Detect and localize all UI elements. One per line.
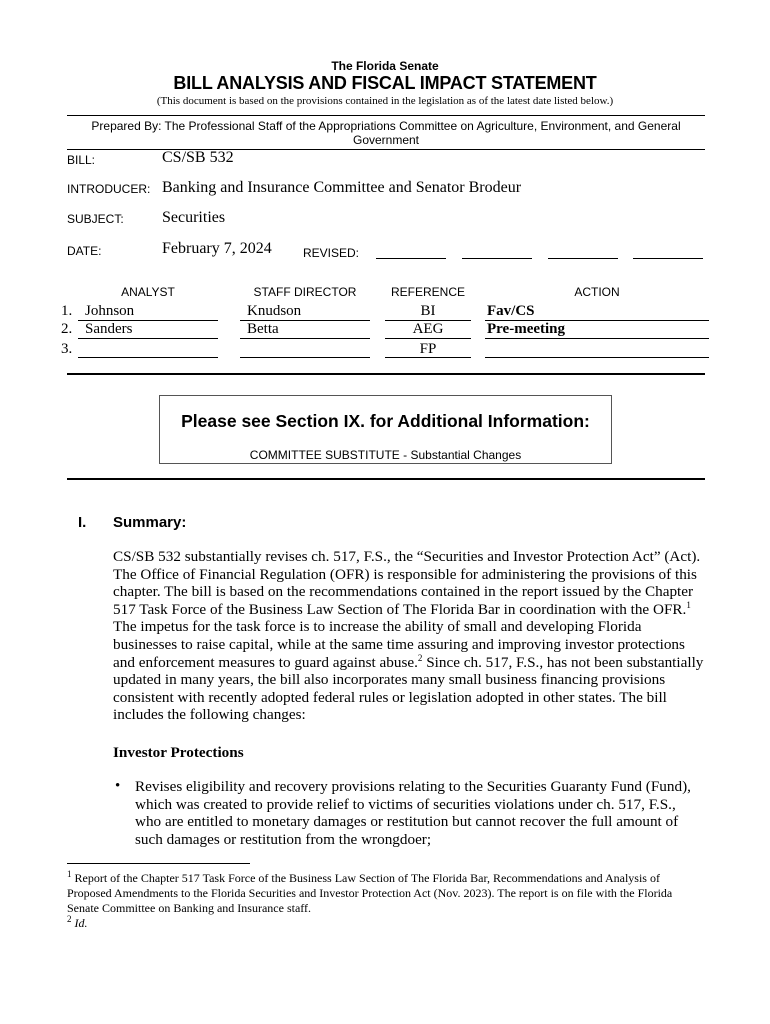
revised-blank-2 xyxy=(462,258,532,259)
revised-label: REVISED: xyxy=(303,246,360,260)
reference-underline xyxy=(385,357,471,358)
notice-bottom-rule xyxy=(67,478,705,480)
analyst-underline xyxy=(78,338,218,339)
footnote-2-text: Id. xyxy=(71,916,88,930)
summary-text-3: Since ch. 517, F.S., has not been substantially updated in many years, the bill also incorporates many small business financing provisions consistent with recently adopted federal rules or legislation adopted in other states. The bill includes the following changes: xyxy=(113,653,704,724)
reference-underline xyxy=(385,338,471,339)
notice-box xyxy=(159,395,612,464)
bullet-item-fund: Revises eligibility and recovery provisions relating to the Securities Guaranty Fund (Fund), which was created to provide relief to victims of securities violations under ch. 517, F.S., who are entitled to monetary damages or restitution but cannot recover the full amount of such damages or restitution from the wrongdoer; xyxy=(135,778,691,848)
row-number: 1. xyxy=(61,303,73,319)
introducer-label: INTRODUCER: xyxy=(67,182,151,196)
director-cell: Knudson xyxy=(247,303,302,319)
bill-value: CS/SB 532 xyxy=(162,149,234,166)
subject-value: Securities xyxy=(162,209,226,226)
notice-subtitle: COMMITTEE SUBSTITUTE - Substantial Changes xyxy=(249,448,522,462)
col-header-analyst: ANALYST xyxy=(121,285,175,299)
revised-blank-4 xyxy=(633,258,703,259)
reference-cell: AEG xyxy=(412,321,444,337)
document-note: (This document is based on the provisions contained in the legislation as of the latest date listed below.) xyxy=(156,95,614,107)
revised-blank-1 xyxy=(376,258,446,259)
reference-cell: FP xyxy=(419,341,437,357)
table-bottom-rule xyxy=(67,373,705,375)
prepared-by-line1: Prepared By: The Professional Staff of the Appropriations Committee on Agriculture, Environment, and General xyxy=(91,119,681,133)
action-underline xyxy=(485,338,709,339)
document-title: BILL ANALYSIS AND FISCAL IMPACT STATEMENT xyxy=(173,73,597,93)
director-underline xyxy=(240,338,370,339)
footnote-2 xyxy=(67,916,707,931)
analyst-underline xyxy=(78,357,218,358)
action-cell: Pre-meeting xyxy=(487,321,566,337)
director-cell: Betta xyxy=(247,321,279,337)
director-underline xyxy=(240,357,370,358)
header-rule xyxy=(67,115,705,116)
summary-text-1: CS/SB 532 substantially revises ch. 517, F.S., the “Securities and Investor Protection Act” (Act). The Office of Financial Regulation (OFR) is responsible for administering the provisions of this chapter. The bill is based on the recommendations contained in the report issued by the Chapter 517 Task Force of the Business Law Section of The Florida Bar in coordination with the OFR. xyxy=(113,548,701,618)
col-header-reference: REFERENCE xyxy=(390,285,465,299)
summary-text-2: The impetus for the task force is to increase the ability of small and developing Florida businesses to raise capital, while at the same time assuring and improving investor protections and enforcement measures to guard against abuse. xyxy=(113,618,685,671)
row-number: 2. xyxy=(61,321,73,337)
analyst-cell: Johnson xyxy=(85,303,135,319)
section-heading: Summary: xyxy=(113,514,187,531)
investor-protections-heading: Investor Protections xyxy=(113,744,244,761)
bullet-icon: • xyxy=(115,778,121,794)
section-numeral: I. xyxy=(78,514,87,531)
analyst-cell: Sanders xyxy=(85,321,133,337)
action-underline xyxy=(485,357,709,358)
revised-blank-3 xyxy=(548,258,618,259)
summary-paragraph xyxy=(113,548,705,724)
bill-label: BILL: xyxy=(67,153,96,167)
senate-org: The Florida Senate xyxy=(331,59,439,73)
date-value: February 7, 2024 xyxy=(162,240,272,257)
notice-title: Please see Section IX. for Additional Information: xyxy=(181,411,590,431)
action-cell: Fav/CS xyxy=(487,303,535,319)
footnote-2-number: 2 xyxy=(67,914,72,924)
footnote-marker-2[interactable]: 2 xyxy=(417,652,423,663)
footnote-1-number: 1 xyxy=(67,869,72,879)
reference-cell: BI xyxy=(420,303,436,319)
footnote-1-text: Report of the Chapter 517 Task Force of the Business Law Section of The Florida Bar, Recommendations and Analysis of Proposed Amendments to the Florida Securities and Investor Protection Act (Nov. 2023). The report is on file with the Florida Senate Committee on Banking and Insurance staff. xyxy=(67,871,673,915)
footnote-marker-1[interactable]: 1 xyxy=(686,599,691,610)
prepared-by-line2: Government xyxy=(352,133,420,147)
subject-label: SUBJECT: xyxy=(67,212,124,226)
col-header-staff-director: STAFF DIRECTOR xyxy=(253,285,357,299)
footnote-separator xyxy=(67,863,250,864)
row-number: 3. xyxy=(61,341,73,357)
footnote-1 xyxy=(67,871,707,916)
date-label: DATE: xyxy=(67,244,102,258)
introducer-value: Banking and Insurance Committee and Senator Brodeur xyxy=(162,179,522,196)
col-header-action: ACTION xyxy=(574,285,620,299)
